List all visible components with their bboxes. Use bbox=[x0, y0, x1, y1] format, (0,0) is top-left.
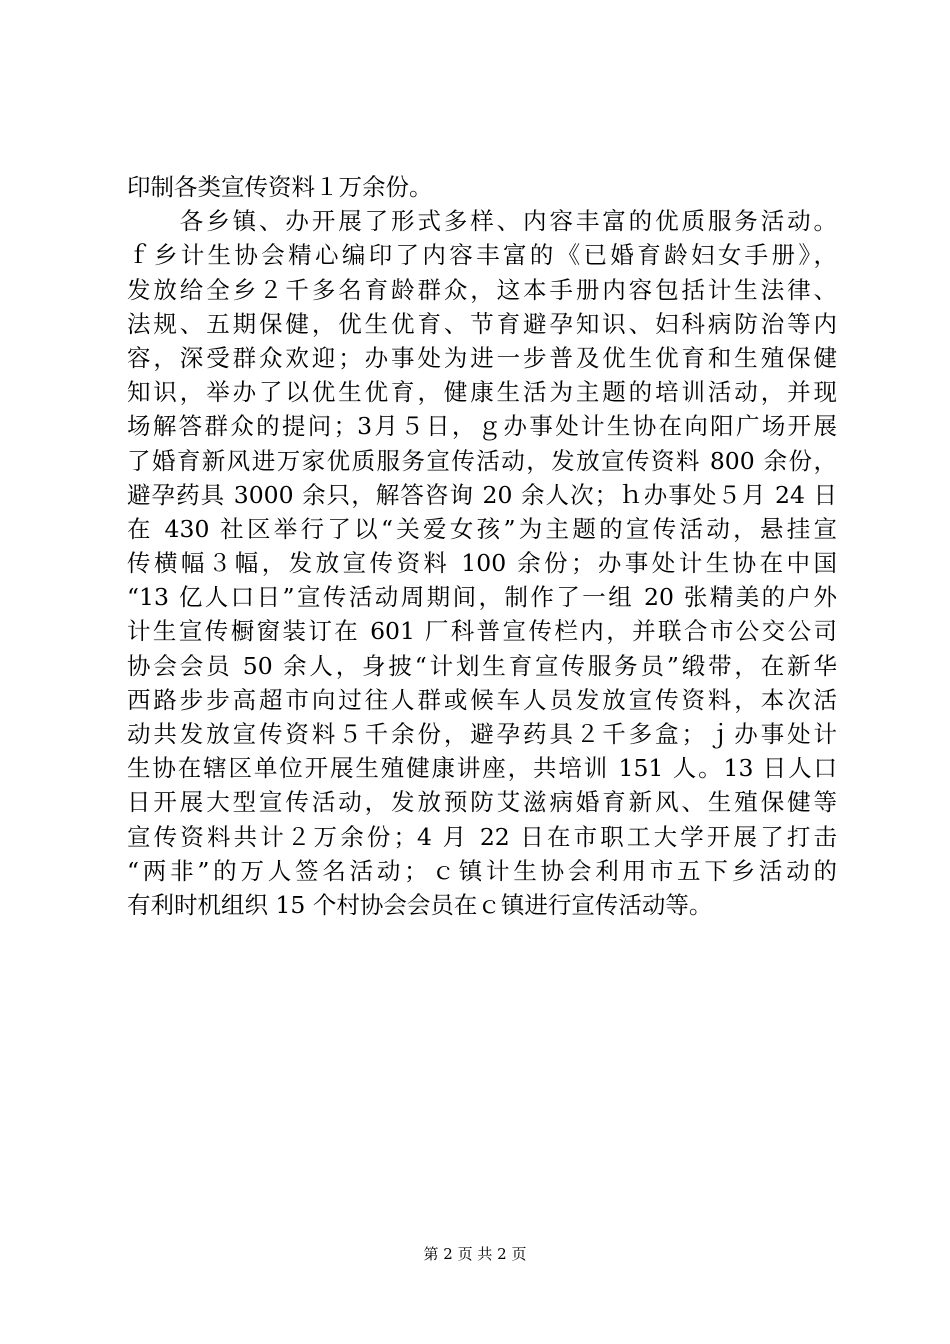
text-line: 避孕药具 3000 余只，解答咨询 20 余人次；ｈ办事处５月 24 日 bbox=[127, 480, 837, 509]
text-line: 场解答群众的提问；3月５日，ｇ办事处计生协在向阳广场开展 bbox=[127, 412, 837, 441]
text-line: 西路步步高超市向过往人群或候车人员发放宣传资料，本次活 bbox=[127, 685, 837, 714]
text-line: 法规、五期保健，优生优育、节育避孕知识、妇科病防治等内 bbox=[127, 309, 837, 338]
text-line: 计生宣传橱窗装订在 601 厂科普宣传栏内，并联合市公交公司 bbox=[127, 617, 837, 646]
text-line: 协会会员 50 余人，身披“计划生育宣传服务员”缎带，在新华 bbox=[127, 651, 837, 680]
text-line: 知识，举办了以优生优育，健康生活为主题的培训活动，并现 bbox=[127, 378, 837, 407]
text-line: “13 亿人口日”宣传活动周期间，制作了一组 20 张精美的户外 bbox=[127, 583, 837, 612]
text-line: 动共发放宣传资料５千余份，避孕药具２千多盒；ｊ办事处计 bbox=[127, 720, 837, 748]
text-line: 日开展大型宣传活动，发放预防艾滋病婚育新风、生殖保健等 bbox=[127, 788, 837, 817]
text-line: 宣传资料共计２万余份；4 月 22 日在市职工大学开展了打击 bbox=[127, 822, 837, 851]
text-line: ｆ乡计生协会精心编印了内容丰富的《已婚育龄妇女手册》， bbox=[127, 241, 837, 270]
text-line: 传横幅３幅，发放宣传资料 100 余份；办事处计生协在中国 bbox=[127, 549, 837, 578]
text-line: 发放给全乡２千多名育龄群众，这本手册内容包括计生法律、 bbox=[127, 275, 837, 304]
page-number-footer: 第 2 页 共 2 页 bbox=[423, 1245, 527, 1263]
text-line: 容，深受群众欢迎；办事处为进一步普及优生优育和生殖保健 bbox=[127, 343, 837, 372]
text-line: 了婚育新风进万家优质服务宣传活动，发放宣传资料 800 余份， bbox=[127, 446, 837, 475]
text-line: 有利时机组织 15 个村协会会员在ｃ镇进行宣传活动等。 bbox=[127, 890, 713, 919]
document-body bbox=[127, 170, 837, 922]
text-line: 印制各类宣传资料１万余份。 bbox=[127, 173, 433, 201]
text-line: 各乡镇、办开展了形式多样、内容丰富的优质服务活动。 bbox=[127, 207, 837, 236]
text-line: 生协在辖区单位开展生殖健康讲座，共培训 151 人。13 日人口 bbox=[127, 754, 837, 783]
text-line: 在 430 社区举行了以“关爱女孩”为主题的宣传活动，悬挂宣 bbox=[127, 514, 837, 543]
text-line: “两非”的万人签名活动；ｃ镇计生协会利用市五下乡活动的 bbox=[127, 856, 837, 885]
